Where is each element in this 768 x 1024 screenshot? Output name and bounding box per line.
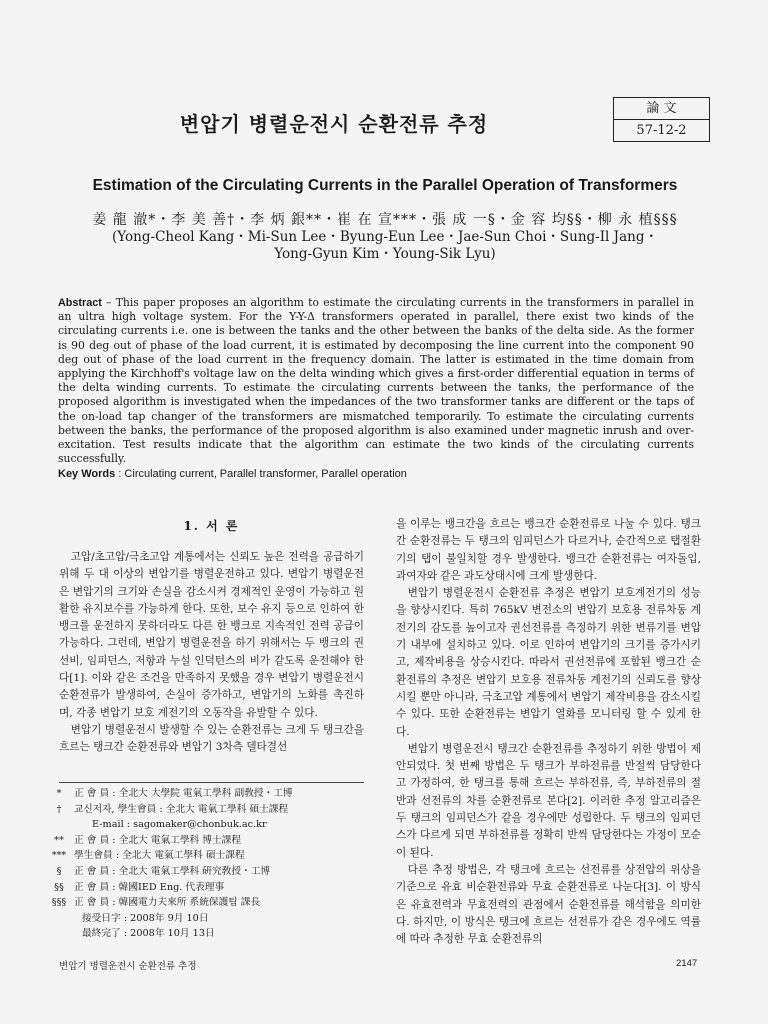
footnote (44, 880, 364, 896)
footnote-mark (44, 926, 74, 942)
footnote-mark: *** (51, 850, 67, 862)
footnote-mark: § (56, 865, 62, 877)
footnote-text: 正 會 員 : 全北大 電氣工學科 博士課程 (74, 834, 242, 846)
footnote (44, 817, 364, 833)
footnote-text: 正 會 員 : 韓國電力夫來所 系統保護팀 課長 (74, 897, 261, 909)
keywords-label: Key Words (58, 468, 116, 480)
keywords-text: : Circulating current, Parallel transformer, Parallel operation (115, 468, 407, 480)
left-paragraph: 고압/초고압/극초고압 계통에서는 신뢰도 높은 전력을 공급하기 위해 두 대 이상의 변압기를 병렬운전하고 있다. 변압기 병렬운전은 변압기의 크기와 손실을 감소시켜 경제적인 운영이 가능하고 원활한 유지보수를 가능하게 한다. 또한, 보수 유지 등으로 인하여 한 뱅크를 운전하지 못하더라도 다른 한 뱅크로 지속적인 전력 공급이 가능하다. 그런데, 변압기 병렬운전을 하기 위해서는 두 뱅크의 권선비, 임피던스, 저항과 누설 인덕턴스의 비가 같도록 운전해야 한다[1]. 이와 같은 조건을 만족하지 못했을 경우 변압기 병렬운전시 순환전류가 발생하여, 손실이 증가하고, 변압기의 노화를 촉진하며, 각종 변압기 보호 계전기의 오동작을 유발할 수 있다. (59, 551, 364, 719)
footnote-mark (44, 911, 74, 927)
title-english: Estimation of the Circulating Currents in the Parallel Operation of Transformers (92, 177, 678, 194)
section-heading: 1. 서 론 (183, 519, 240, 533)
abstract-label: Abstract (58, 297, 102, 309)
footnote-mark (44, 817, 74, 833)
footnote (44, 848, 364, 864)
footnote (44, 895, 364, 911)
authors-english-line-1: (Yong-Cheol Kang・Mi-Sun Lee・Byung-Eun Lee・Jae-Sun Choi・Sung-Il Jang・ (112, 229, 658, 245)
page-number: 2147 (676, 958, 698, 969)
right-paragraph: 을 이루는 뱅크간을 흐르는 뱅크간 순환전류로 나눌 수 있다. 탱크간 순환전류는 두 탱크의 임피던스가 다르거나, 순간적으로 탭절환기의 탭이 불일치할 경우 발생한다. 뱅크간 순환전류는 여자돌입, 과여자와 같은 과도상태시에 크게 발생한다. (396, 518, 701, 582)
running-footer: 변압기 병렬운전시 순환전류 추정 (59, 961, 197, 972)
footnote (44, 864, 364, 880)
footnote-mark: §§§ (51, 897, 67, 909)
keywords (58, 468, 698, 480)
title-korean: 변압기 병렬운전시 순환전류 추정 (179, 112, 489, 136)
footnote-text: 正 會 員 : 全北大 大學院 電氣工學科 副敎授・工博 (74, 788, 293, 799)
authors-block (60, 212, 710, 263)
right-column (396, 516, 701, 948)
left-paragraph: 변압기 병렬운전시 발생할 수 있는 순환전류는 크게 두 탱크간을 흐르는 탱크간 순환전류와 변압기 3차측 델타결선 (59, 723, 364, 754)
left-column (59, 549, 364, 757)
paper-id: 57-12-2 (614, 119, 709, 141)
footnote (44, 926, 364, 942)
right-paragraph: 다른 추정 방법은, 각 탱크에 흐르는 선전류를 상전압의 위상을 기준으로 유효 비순환전류와 무효 순환전류로 나눈다[3]. 이 방식은 유효전력과 무효전력의 관점에서 순환전류를 해석함을 의미한다. 하지만, 이 방식은 탱크에 흐르는 선전류가 같은 경우에도 역률에 따라 추정한 무효 순환전류의 (396, 863, 701, 946)
footnote-mark: ** (54, 834, 64, 846)
abstract (58, 296, 694, 466)
paper-type-label: 論 文 (646, 101, 677, 116)
footnote-mark: §§ (54, 881, 64, 893)
footnote-mark: † (56, 803, 62, 815)
authors-hanja: 姜 龍 澈*・李 美 善†・李 炳 銀**・崔 在 宣***・張 成 一§・金 容 均§§・柳 永 植§§§ (92, 212, 678, 228)
footnote-text: 正 會 員 : 全北大 電氣工學科 硏究敎授・工博 (74, 865, 271, 877)
footnote-mark: * (56, 788, 62, 799)
received-date: 接受日字 : 2008年 9月 10日 (82, 912, 209, 924)
right-paragraph: 변압기 병렬운전시 순환전류 추정은 변압기 보호계전기의 성능을 향상시킨다. 특히 765kV 변전소의 변압기 보호용 전류차동 계전기의 감도를 높이고자 권선전류를 측정하기 위한 변류기를 변압기 내부에 설치하고 있다. 이로 인하여 변압기의 크기를 증가시키고, 제작비용을 상승시킨다. 따라서 권선전류에 포함된 뱅크간 순환전류의 추정은 변압기 보호용 전류차동 계전기의 신뢰도를 향상시킬 뿐만 아니라, 극초고압 계통에서 변압기 제작비용을 감소시킬 수 있다. 또한 순환전류는 변압기 열화를 모니터링 할 수 있게 한다. (396, 587, 701, 738)
authors-english-line-2: Yong-Gyun Kim・Young-Sik Lyu) (274, 246, 496, 262)
footnote-divider (59, 782, 364, 783)
accepted-date: 最終完了 : 2008年 10月 13日 (82, 928, 215, 940)
footnote (44, 802, 364, 818)
footnote-text: 正 會 員 : 韓國IED Eng. 代表理事 (74, 881, 225, 893)
footnote-text: 學生會員 : 全北大 電氣工學科 碩士課程 (74, 850, 245, 862)
footnote (44, 833, 364, 849)
footnote (44, 786, 364, 802)
footnote (44, 911, 364, 927)
footnote-text: 교신저자, 學生會員 : 全北大 電氣工學科 碩士課程 (74, 803, 289, 815)
footnotes (44, 786, 364, 942)
abstract-text: – This paper proposes an algorithm to estimate the circulating currents in the transformers in parallel in an ultra high voltage system. For the Y-Y-Δ transformers operated in parallel, there exist two kinds of the circulating currents i.e. one is between the tanks and the other between the banks of the delta side. As the former is 90 deg out of phase of the load current, it is estimated by decomposing the line current into the component 90 deg out of phase of the load current in the frequency domain. The latter is estimated in the time domain from applying the Kirchhoff's voltage law on the delta winding which gives a first-order differential equation in terms of the delta winding currents. To estimate the circulating currents between the tanks, the performance of the proposed algorithm is investigated when the impedances of the two transformer tanks are different or the taps of the on-load tap changer of the transformers are mismatched temporarily. To estimate the circulating currents between the banks, the performance of the proposed algorithm is also examined under magnetic inrush and over-excitation. Test results indicate that the algorithm can estimate the two kinds of the circulating currents successfully. (58, 296, 694, 466)
right-paragraph: 변압기 병렬운전시 탱크간 순환전류를 추정하기 위한 방법이 제안되었다. 첫 번째 방법은 두 탱크가 부하전류를 반절씩 담당한다고 가정하여, 한 탱크를 통해 흐르는 부하전류, 즉, 부하전류의 절반과 선전류의 차를 순환전류로 본다[2]. 이러한 추정 알고리즘은 두 탱크의 임피던스가 같을 경우에만 성립한다. 두 탱크의 임피던스가 다르게 되면 부하전류를 정확히 반씩 담당한다는 가정이 모순이 된다. (396, 742, 701, 859)
paper-type-box (613, 97, 710, 142)
footnote-email: E-mail : sagomaker@chonbuk.ac.kr (92, 819, 267, 831)
